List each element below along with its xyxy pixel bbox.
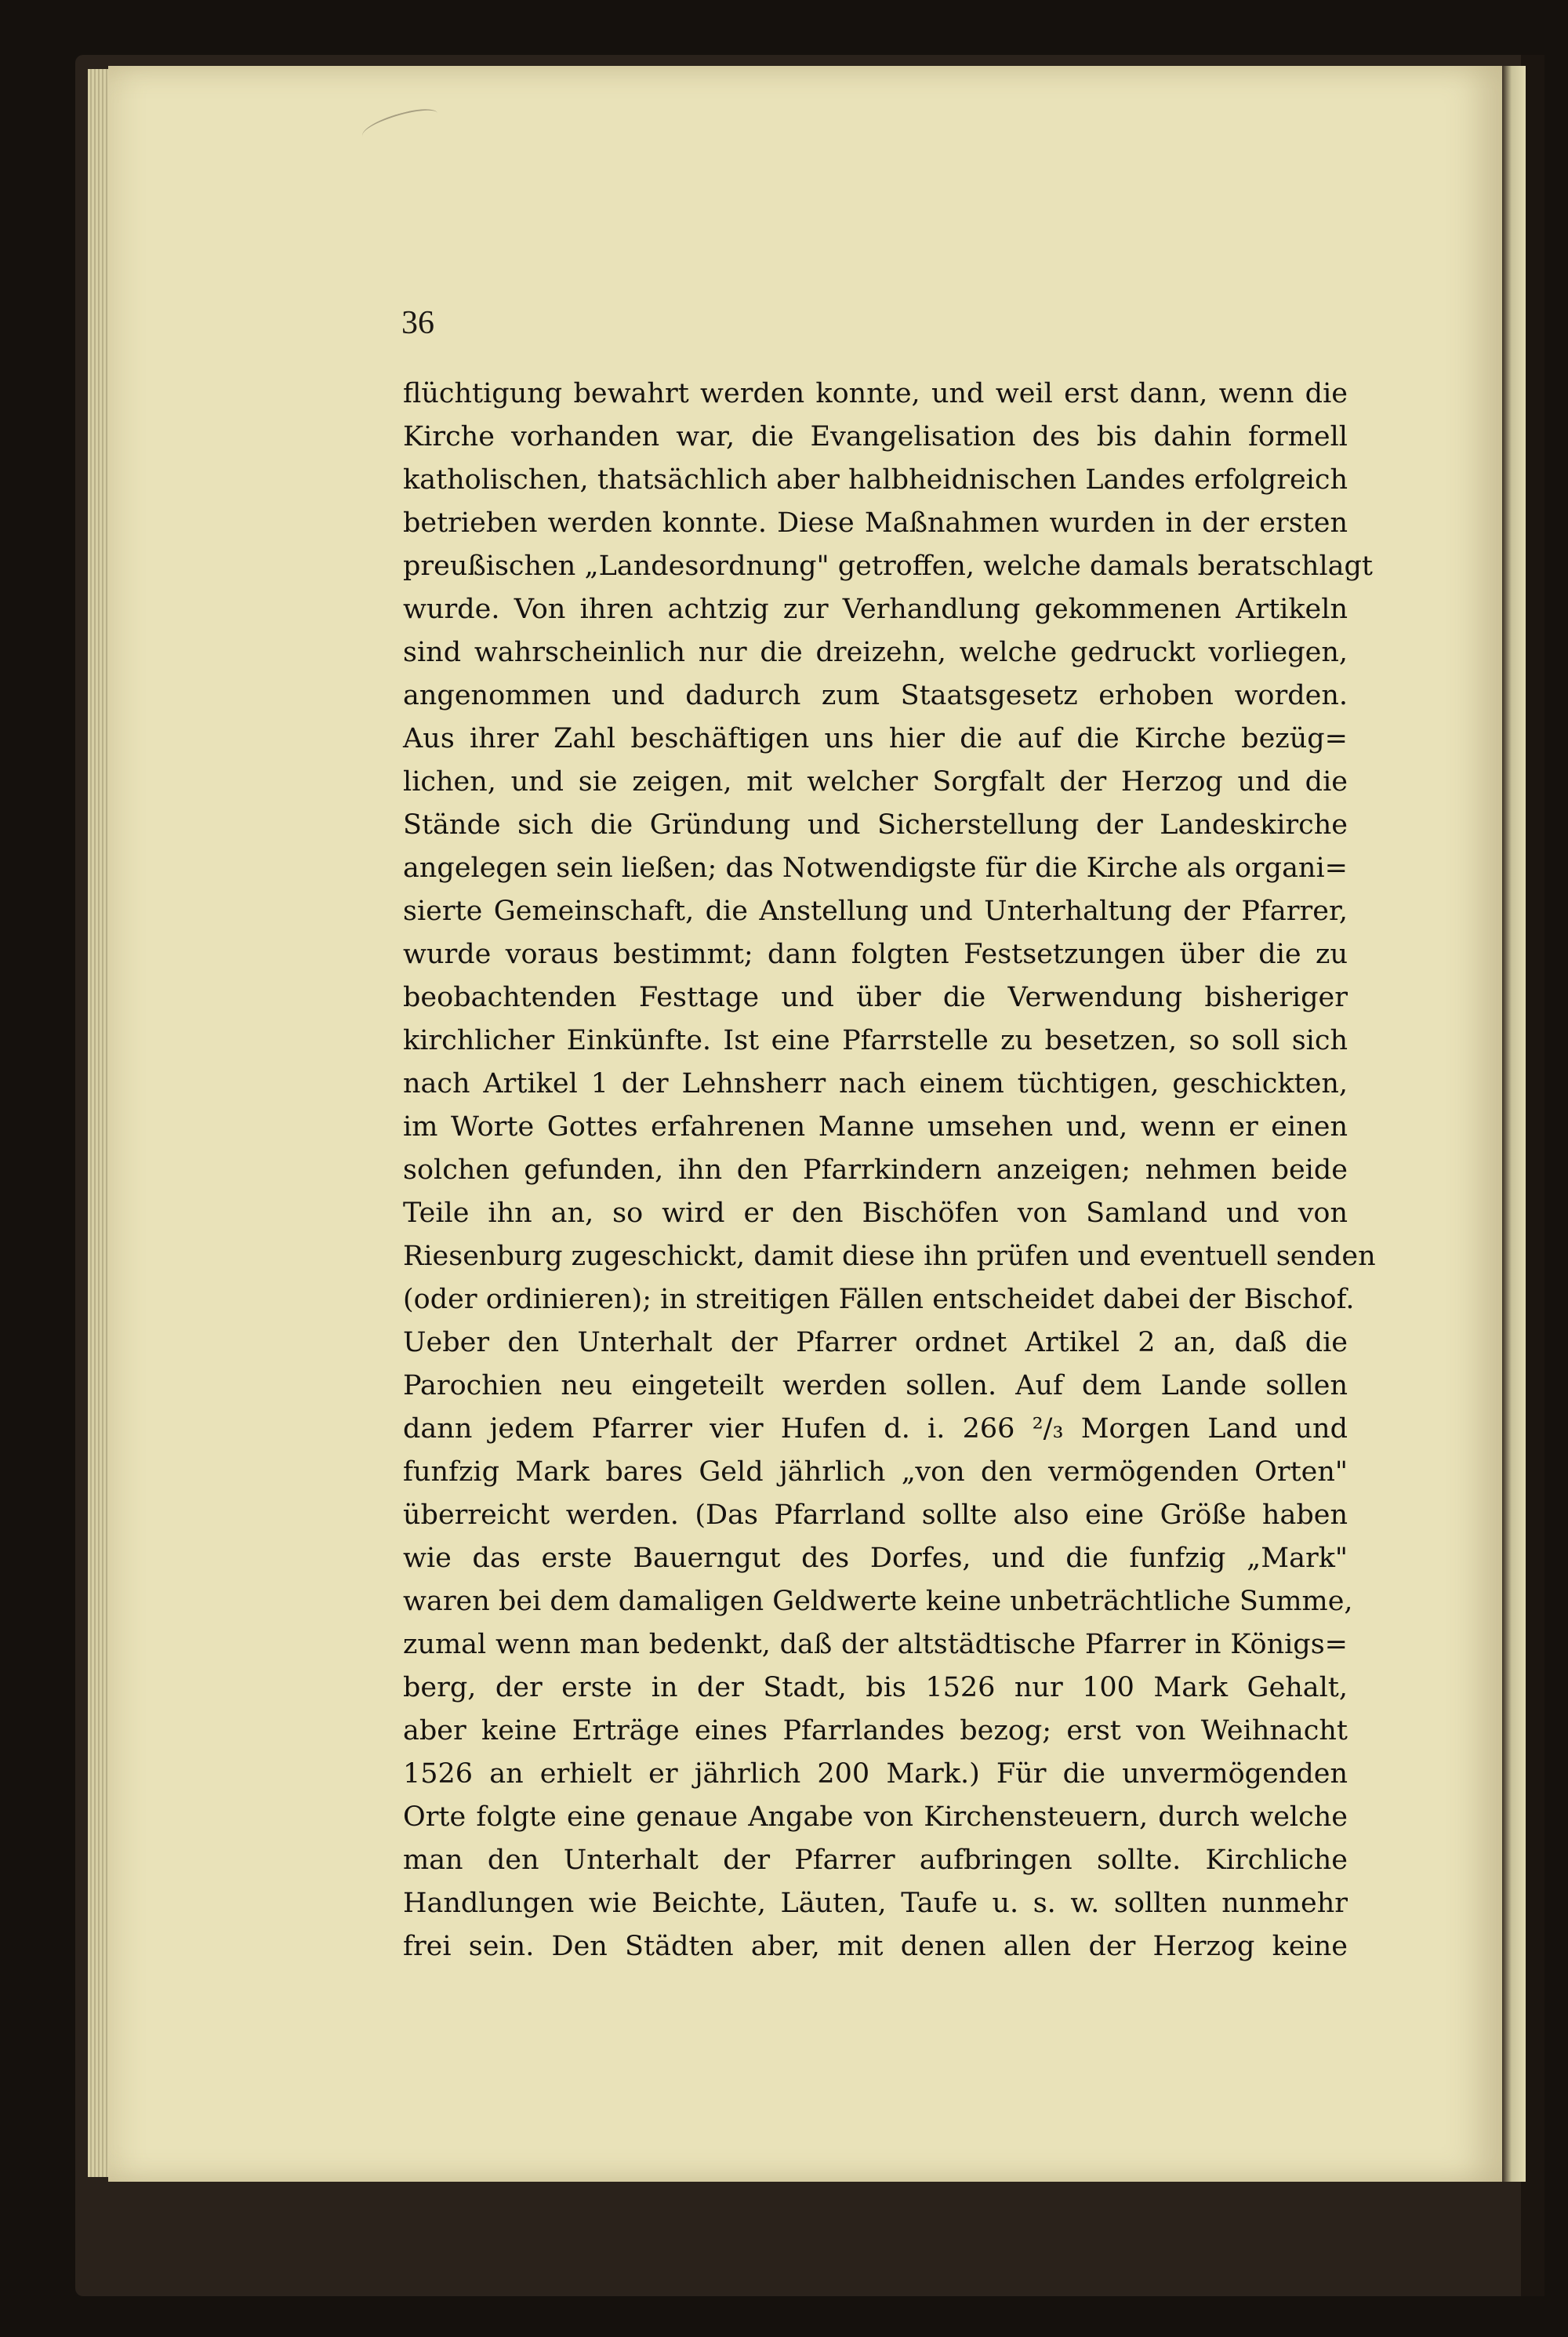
text-line: nach Artikel 1 der Lehnsherr nach einem tüchtigen, geschickten, xyxy=(403,1068,1348,1099)
text-line: funfzig Mark bares Geld jährlich „von den vermögenden Orten" xyxy=(403,1456,1348,1488)
text-line: sierte Gemeinschaft, die Anstellung und Unterhaltung der Pfarrer, xyxy=(403,896,1348,927)
text-line: katholischen, thatsächlich aber halbheidnischen Landes erfolgreich xyxy=(403,464,1348,496)
text-line: betrieben werden konnte. Diese Maßnahmen wurden in der ersten xyxy=(403,507,1348,539)
text-line: wurde. Von ihren achtzig zur Verhandlung gekommenen Artikeln xyxy=(403,594,1348,625)
text-line: dann jedem Pfarrer vier Hufen d. i. 266 ²/₃ Morgen Land und xyxy=(403,1413,1348,1445)
text-line: Ueber den Unterhalt der Pfarrer ordnet Artikel 2 an, daß die xyxy=(403,1327,1348,1358)
text-line: angenommen und dadurch zum Staatsgesetz erhoben worden. xyxy=(403,680,1348,711)
text-line: beobachtenden Festtage und über die Verwendung bisheriger xyxy=(403,982,1348,1013)
text-line: Parochien neu eingeteilt werden sollen. Auf dem Lande sollen xyxy=(403,1370,1348,1401)
text-line: überreicht werden. (Das Pfarrland sollte also eine Größe haben xyxy=(403,1499,1348,1531)
text-line: flüchtigung bewahrt werden konnte, und weil erst dann, wenn die xyxy=(403,378,1348,409)
text-line: berg, der erste in der Stadt, bis 1526 nur 100 Mark Gehalt, xyxy=(403,1672,1348,1703)
page-number: 36 xyxy=(401,305,434,341)
text-line: (oder ordinieren); in streitigen Fällen entscheidet dabei der Bischof. xyxy=(403,1284,1355,1315)
text-line: zumal wenn man bedenkt, daß der altstädtische Pfarrer in Königs= xyxy=(403,1629,1348,1660)
facing-page-edge xyxy=(1502,66,1526,2182)
text-line: preußischen „Landesordnung" getroffen, welche damals beratschlagt xyxy=(403,551,1373,582)
text-line: 1526 an erhielt er jährlich 200 Mark.) Für die unvermögenden xyxy=(403,1758,1348,1790)
text-line: Orte folgte eine genaue Angabe von Kirchensteuern, durch welche xyxy=(403,1801,1348,1833)
text-line: Stände sich die Gründung und Sicherstellung der Landeskirche xyxy=(403,809,1348,841)
text-line: sind wahrscheinlich nur die dreizehn, welche gedruckt vorliegen, xyxy=(403,637,1348,668)
text-line: Handlungen wie Beichte, Läuten, Taufe u. s. w. sollten nunmehr xyxy=(403,1888,1348,1919)
text-line: frei sein. Den Städten aber, mit denen allen der Herzog keine xyxy=(403,1931,1348,1962)
text-line: im Worte Gottes erfahrenen Manne umsehen und, wenn er einen xyxy=(403,1111,1348,1143)
text-line: Kirche vorhanden war, die Evangelisation des bis dahin formell xyxy=(403,421,1348,452)
text-line: kirchlicher Einkünfte. Ist eine Pfarrstelle zu besetzen, so soll sich xyxy=(403,1025,1348,1056)
text-line: wurde voraus bestimmt; dann folgten Festsetzungen über die zu xyxy=(403,939,1348,970)
text-line: Riesenburg zugeschickt, damit diese ihn prüfen und eventuell senden xyxy=(403,1241,1376,1272)
text-line: aber keine Erträge eines Pfarrlandes bezog; erst von Weihnacht xyxy=(403,1715,1348,1746)
text-line: wie das erste Bauerngut des Dorfes, und die funfzig „Mark" xyxy=(403,1543,1348,1574)
text-line: waren bei dem damaligen Geldwerte keine unbeträchtliche Summe, xyxy=(403,1586,1353,1617)
text-line: angelegen sein ließen; das Notwendigste für die Kirche als organi= xyxy=(403,852,1348,884)
text-line: Aus ihrer Zahl beschäftigen uns hier die auf die Kirche bezüg= xyxy=(403,723,1348,754)
text-line: lichen, und sie zeigen, mit welcher Sorgfalt der Herzog und die xyxy=(403,766,1348,798)
body-text xyxy=(403,373,1376,1968)
text-line: Teile ihn an, so wird er den Bischöfen von Samland und von xyxy=(403,1198,1348,1229)
text-line: solchen gefunden, ihn den Pfarrkindern anzeigen; nehmen beide xyxy=(403,1154,1348,1186)
text-line: man den Unterhalt der Pfarrer aufbringen sollte. Kirchliche xyxy=(403,1845,1348,1876)
